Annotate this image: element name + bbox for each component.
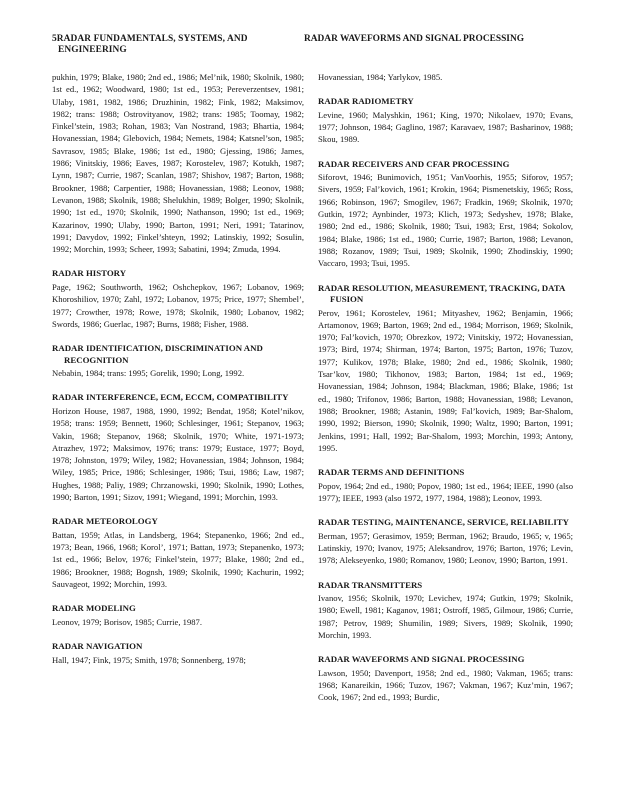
left-column [52, 71, 304, 679]
section-heading: RADAR TRANSMITTERS [318, 579, 423, 590]
section-body: Popov, 1964; 2nd ed., 1980; Popov, 1980; 1st ed., 1964; IEEE, 1990 (also 1977); IEEE, 1993 (also 1972, 1977, 1984, 1988); Leonov, 1993. [318, 480, 573, 503]
section-heading: RADAR INTERFERENCE, ECM, ECCM, COMPATIBILITY [52, 392, 289, 403]
section-heading: RADAR WAVEFORMS AND SIGNAL PROCESSING [318, 654, 525, 665]
section-radar-radiometry [318, 96, 573, 145]
section-radar-identification [52, 343, 304, 379]
section-body: Page, 1962; Southworth, 1962; Oshchepkov, 1967; Lobanov, 1969; Khoroshiliov, 1970; Zahl, 1972; Lobanov, 1975; Price, 1977; Shembel’, 1977; Crowther, 1978; Rowe, 1978; Skolnik, 1980; Lobanov, 1982; Swords, 1986; Guerlac, 1987; Burns, 1988; Fisher, 1988. [52, 281, 304, 329]
section-body: Battan, 1959; Atlas, in Landsberg, 1964; Stepanenko, 1966; 2nd ed., 1973; Bean, 1966, 1968; Korol’, 1971; Battan, 1973; Stepanenko, 1973; 1st ed., 1966; Belov, 1976; Finkel’stein, 1977; Blake, 1980; 2nd ed., 1986; Brookner, 1988; Bognsh, 1989; Skolnik, 1990; Kachurin, 1992; Sauvageot, 1992; Morchin, 1993. [52, 529, 304, 589]
section-radar-resolution [318, 283, 573, 455]
section-body: Levine, 1960; Malyshkin, 1961; King, 1970; Nikolaev, 1970; Evans, 1977; Johnson, 1984; Gaglino, 1987; Karavaev, 1987; Basharinov, 1988; Skou, 1989. [318, 109, 573, 145]
section-body: Lawson, 1950; Davenport, 1958; 2nd ed., 1980; Vakman, 1965; trans: 1968; Kanareikin, 1966; Tuzov, 1967; Vakman, 1967; Kuz’min, 1967; Cook, 1967; 2nd ed., 1993; Burdic, [318, 667, 573, 703]
section-radar-transmitters [318, 580, 573, 642]
section-heading: RADAR RADIOMETRY [318, 96, 414, 107]
section-heading: RADAR NAVIGATION [52, 641, 143, 652]
section-body: Perov, 1961; Korostelev, 1961; Mityashev, 1962; Benjamin, 1966; Artamonov, 1969; Barton, 1969; 2nd ed., 1984; Morrison, 1969; Skolnik, 1970; Fal’kovich, 1970; Obrezkov, 1972; Vinitskiy, 1972; Hovanessian, 1973; Bird, 1974; Shirman, 1974; Barton, 1975; Barton, 1976; Tuzov, 1977; Kulikov, 1978; Blake, 1980; 2nd ed., 1986; Skolnik, 1980; Tsar’kov, 1980; Tikhonov, 1983; Barton, 1984; 1st ed., 1969; Hovanessian, 1984; Johnson, 1984; Blackman, 1986; Blake, 1986; 1st ed., 1980; Trifonov, 1986; Barton, 1988; Hovanessian, 1988; Levanon, 1988; Brookner, 1988; Astanin, 1989; Fal’kovich, 1989; Bar-Shalom, 1990, 1992; Bierson, 1990; Skolnik, 1990; Waltz, 1990; Barton, 1991; Jenkins, 1991; Hall, 1992; Bar-Shalom, 1993; Morchin, 1993; Antony, 1995. [318, 307, 573, 453]
section-continued [52, 71, 304, 255]
section-radar-history [52, 268, 304, 330]
section-radar-modeling [52, 603, 304, 628]
section-body: Leonov, 1979; Borisov, 1985; Currie, 1987. [52, 616, 202, 627]
section-radar-navigation [52, 641, 304, 666]
section-radar-terms [318, 467, 573, 504]
section-continued [318, 71, 573, 83]
header-right: RADAR WAVEFORMS AND SIGNAL PROCESSING [304, 34, 525, 44]
running-header [52, 34, 573, 64]
header-left [52, 34, 292, 56]
section-radar-testing [318, 517, 573, 566]
section-body: Nebabin, 1984; trans: 1995; Gorelik, 1990; Long, 1992. [52, 368, 245, 379]
section-body: pukhin, 1979; Blake, 1980; 2nd ed., 1986; Mel’nik, 1980; Skolnik, 1980; 1st ed., 1962; Woodward, 1980; 1st ed., 1953; Pereverzentsev, 1981; Ulaby, 1981, 1982, 1986; Druzhinin, 1982; Fink, 1982; Maksimov, 1982; trans: 1988; Ostrovityanov, 1982; trans: 1985; Toomay, 1982; Finkel’stein, 1983; Rohan, 1983; Van Nostrand, 1983; Bhartia, 1984; Hovanessian, 1984; Glebovich, 1984; Nemets, 1984; Katsnel’son, 1985; Savrasov, 1985; Blake, 1986; 1st ed., 1980; Gjessing, 1986; James, 1986; Vinitskiy, 1986; Eaves, 1987; Korostelev, 1987; Kotukh, 1987; Lynn, 1987; Currie, 1987; Scanlan, 1987; Shishov, 1987; Barton, 1988; Brookner, 1988; Carpentier, 1988; Hovanessian, 1988; Leonov, 1988; Levanon, 1988; Skolnik, 1988; Shelukhin, 1989; Bolger, 1990; Skolnik, 1990; 1st ed., 1970; Skolnik, 1990; Nathanson, 1990; 1st ed., 1969; Kazarinov, 1990; Ulaby, 1990; Barton, 1991; Neri, 1991; Tatarinov, 1991; Davydov, 1992; Finkel’shteyn, 1992; Latinskiy, 1992; Sosulin, 1992; Morchin, 1993; Scheer, 1993; Sabatini, 1994; Zmuda, 1994. [52, 72, 304, 255]
header-left-line1: 5RADAR FUNDAMENTALS, SYSTEMS, AND [52, 34, 248, 44]
section-body: Hovanessian, 1984; Yarlykov, 1985. [318, 72, 443, 82]
section-body: Horizon House, 1987, 1988, 1990, 1992; Bendat, 1958; Kotel’nikov, 1958; trans: 1959; Bennett, 1960; Schlesinger, 1961; Stepanov, 1963; Vakin, 1968; Stepanov, 1968; Skolnik, 1970; White, 1971-1973; Atrazhev, 1972; Maksimov, 1976; trans: 1979; Eustace, 1977; Boyd, 1978; Johnston, 1979; Wiley, 1982; Hovanessian, 1984; Johnson, 1984; Wiley, 1985; Price, 1986; Schlesinger, 1986; Tsui, 1986; Law, 1987; Hughes, 1988; Paliy, 1989; Chrzanowski, 1990; Skolnik, 1990; Lothes, 1990; Barton, 1991; Sizov, 1991; Wiegand, 1991; Morchin, 1993. [52, 405, 304, 503]
section-heading: RADAR HISTORY [52, 268, 127, 279]
section-heading: RADAR TERMS AND DEFINITIONS [318, 467, 465, 478]
section-body: Ivanov, 1956; Skolnik, 1970; Levichev, 1974; Gutkin, 1979; Skolnik, 1980; Ewell, 1981; Kaganov, 1981; Ostroff, 1985, Gilmour, 1986; Currie, 1987; Petrov, 1989; Shumilin, 1989; Sivers, 1989; Skolnik, 1990; Morchin, 1993. [318, 593, 573, 640]
section-body: Berman, 1957; Gerasimov, 1959; Berman, 1962; Braudo, 1965; v, 1965; Latinskiy, 1970; Ivanov, 1975; Aleksandrov, 1976; Barton, 1976; Levin, 1978; Alekseyenko, 1980; Romanov, 1980; Leonov, 1990; Barton, 1991. [318, 530, 573, 566]
right-column [318, 71, 573, 717]
header-left-line2: ENGINEERING [58, 45, 127, 55]
section-body: Hall, 1947; Fink, 1975; Smith, 1978; Sonnenberg, 1978; [52, 654, 246, 665]
section-heading: RADAR IDENTIFICATION, DISCRIMINATION AND RECOGNITION [52, 343, 263, 365]
section-body: Siforovt, 1946; Bunimovich, 1951; VanVoorhis, 1955; Siforov, 1957; Sivers, 1959; Fal’kovich, 1961; Krokin, 1964; Pismenetskiy, 1965; Ross, 1966; Robinson, 1967; Smogilev, 1967; Fradkin, 1969; Skolnik, 1970; Gutkin, 1972; Aynbinder, 1973; Klich, 1973; Sedyshev, 1978; Blake, 1980; 2nd ed., 1986; Skolnik, 1980; Tsui, 1983; Erst, 1984; Sokolov, 1984; Blake, 1986; 1st ed., 1980; Currie, 1987; Barton, 1988; Levanon, 1988; Rozanov, 1989; Tsui, 1989; Skolnik, 1990; Zhodinskiy, 1990; Vaccaro, 1993; Tsui, 1995. [318, 172, 573, 269]
section-heading: RADAR METEOROLOGY [52, 516, 158, 527]
section-heading: RADAR MODELING [52, 603, 136, 614]
section-radar-interference [52, 392, 304, 503]
section-radar-meteorology [52, 516, 304, 590]
section-radar-receivers [318, 159, 573, 270]
section-heading: RADAR RESOLUTION, MEASUREMENT, TRACKING, DATA FUSION [318, 282, 565, 305]
section-heading: RADAR TESTING, MAINTENANCE, SERVICE, RELIABILITY [318, 517, 570, 528]
section-radar-waveforms [318, 654, 573, 703]
section-heading: RADAR RECEIVERS AND CFAR PROCESSING [318, 158, 510, 169]
